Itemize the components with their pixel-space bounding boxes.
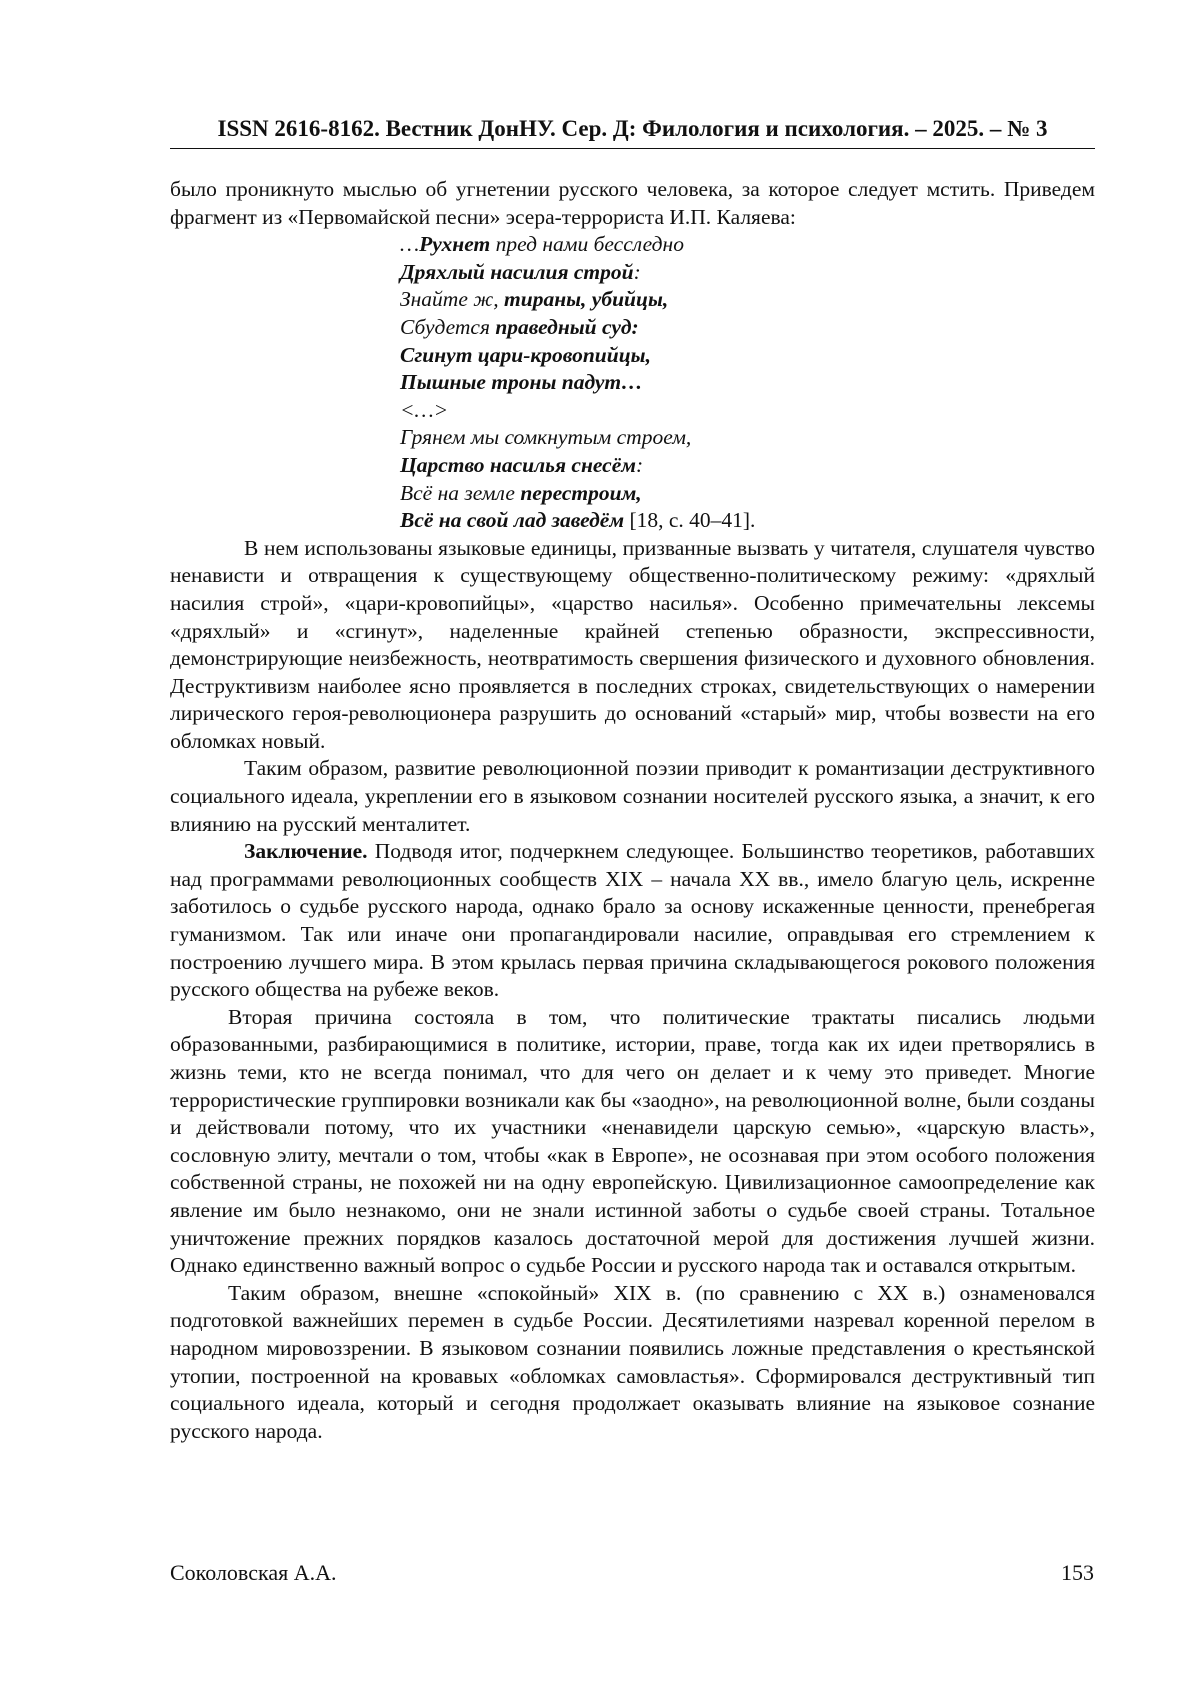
analysis-paragraph: В нем использованы языковые единицы, призванные вызвать у читателя, слушателя чувство ненависти и отвращения к существующему общественно-политическому режиму: «дряхлый насилия строй», «цари-кровопийцы», «царство насилья». Особенно примечательны лексемы «дряхлый» и «сгинут», наделенные крайней степенью образности, экспрессивности, демонстрирующие неизбежность, неотвратимость свершения физического и духовного обновления. Деструктивизм наиболее ясно проявляется в последних строках, свидетельствующих о намерении лирического героя-революционера разрушить до оснований «старый» мир, чтобы возвести на его обломках новый.: [170, 535, 1095, 753]
poem-line: <…>: [400, 397, 449, 422]
conclusion-heading: Заключение.: [244, 839, 368, 864]
poem-line: Всё на свой лад заведём [18, с. 40–41].: [400, 508, 756, 533]
second-reason-paragraph: Вторая причина состояла в том, что политические трактаты писались людьми образованными, разбирающимися в политике, истории, праве, тогда как их идеи претворялись в жизнь теми, кто не всегда понимал, что для чего он делает и к чему это приведет. Многие террористические группировки возникали как бы «заодно», на революционной волне, были созданы и действовали потому, что их участники «ненавидели царскую семью», «царскую власть», сословную элиту, мечтали о том, чтобы «как в Европе», не осознавая при этом особого положения собственной страны, не похожей ни на одну европейскую. Цивилизационное самоопределение как явление им было незнакомо, они не знали истинной заботы о судьбе своей страны. Тотальное уничтожение прежних порядков казалось достаточной мерой для достижения лучшей жизни. Однако единственно важный вопрос о судьбе России и русского народа так и оставался открытым.: [170, 1004, 1095, 1278]
poem-line: Пышные троны падут…: [400, 370, 643, 395]
final-paragraph: Таким образом, внешне «спокойный» XIX в. (по сравнению с XX в.) ознаменовался подготовкой важнейших перемен в судьбе России. Десятилетиями назревал коренной перелом в народном мировоззрении. В языковом сознании появились ложные представления о крестьянской утопии, построенной на кровавых «обломках самовластья». Сформировался деструктивный тип социального идеала, который и сегодня продолжает оказывать влияние на языковое сознание русского народа.: [170, 1280, 1095, 1443]
poem-line: Сгинут цари-кровопийцы,: [400, 342, 651, 367]
summary-paragraph: Таким образом, развитие революционной поэзии приводит к романтизации деструктивного социального идеала, укреплении его в языковом сознании носителей русского языка, а значит, к его влиянию на русский менталитет.: [170, 756, 1095, 836]
poem-block: [400, 231, 1095, 535]
conclusion-paragraph: Заключение. Подводя итог, подчеркнем следующее. Большинство теоретиков, работавших над программами революционных сообществ XIX – начала XX вв., имело благую цель, искренне заботилось о судьбе русского народа, однако брало за основу искаженные ценности, пренебрегая гуманизмом. Так или иначе они пропагандировали насилие, оправдывая его стремлением к построению лучшего мира. В этом крылась первая причина складывающегося рокового положения русского общества на рубеже веков.: [170, 839, 1095, 1002]
journal-header: ISSN 2616-8162. Вестник ДонНУ. Сер. Д: Филология и психология. – 2025. – № 3: [170, 116, 1095, 149]
poem-line: Царство насилья снесём:: [400, 452, 644, 477]
poem-line: Грянем мы сомкнутым строем,: [400, 425, 692, 450]
poem-line: Знайте ж, тираны, убийцы,: [400, 287, 669, 312]
footer-author: Соколовская А.А.: [170, 1560, 337, 1585]
poem-line: Дряхлый насилия строй:: [400, 259, 641, 284]
poem-line: Всё на земле перестроим,: [400, 480, 642, 505]
article-body: [170, 176, 1095, 1445]
page-number: 153: [1061, 1560, 1094, 1585]
poem-line: Сбудется праведный суд:: [400, 314, 639, 339]
citation: [18, с. 40–41].: [624, 508, 756, 533]
intro-paragraph: было проникнуто мыслью об угнетении русского человека, за которое следует мстить. Приведем фрагмент из «Первомайской песни» эсера-террориста И.П. Каляева:: [170, 177, 1095, 229]
poem-line: …Рухнет пред нами бесследно: [400, 232, 684, 257]
